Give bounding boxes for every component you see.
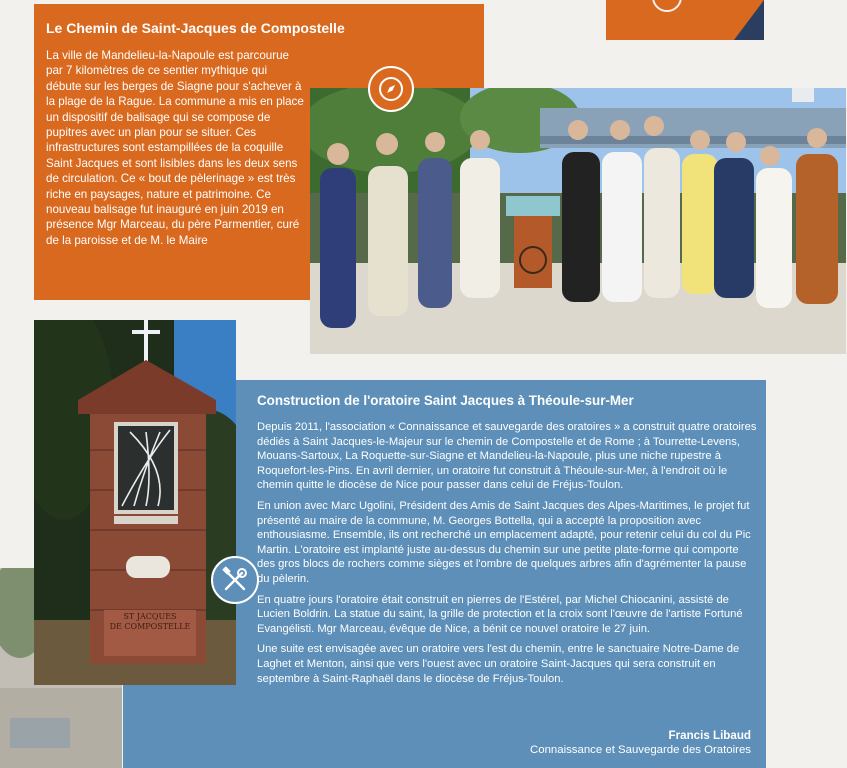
plaque-line1: ST JACQUES <box>123 612 177 621</box>
plaque-text <box>106 612 194 632</box>
oratoire-content <box>257 380 757 692</box>
plaque-line2: DE COMPOSTELLE <box>109 622 191 631</box>
oratoire-paragraph-4: Une suite est envisagée avec un oratoire vers l'est du chemin, entre le sanctuaire Notre-Dame de Laghet et Menton, ainsi que vers l'ouest avec un oratoire Saint-Jacques qui sera construit en septembre à Saint-Raphaël dans le diocèse de Fréjus-Toulon. <box>257 643 740 685</box>
group-photo <box>310 88 846 354</box>
tools-icon <box>221 566 249 594</box>
tools-badge <box>211 556 259 604</box>
group-photo-illustration <box>310 88 846 354</box>
author-organization: Connaissance et Sauvegarde des Oratoires <box>530 744 751 756</box>
oratoire-paragraph-1: Depuis 2011, l'association « Connaissance et sauvegarde des oratoires » a construit quatre oratoires dédiés à Saint Jacques-le-Majeur sur le chemin de Compostelle et de Rome ; à Tourrette-Levens, Mouans-Sartoux, La Roquette-sur-Siagne et Mandelieu-la-Napoule, plus une niche rupestre à Roquefort-les-Pins. En avril dernier, un oratoire fut construit à Théoule-sur-Mer, à l'endroit où le chemin quitte le diocèse de Nice pour passer dans celui de Fréjus-Toulon. <box>257 421 757 492</box>
oratoire-paragraph-2: En union avec Marc Ugolini, Président des Amis de Saint Jacques des Alpes-Maritimes, le projet fut présenté au maire de la commune, M. Georges Bottella, qui a accepté la proposition avec enthousiasme. Ensemble, ils ont recherché un emplacement adapté, pour retenir celui du col du Pic Martin. L'oratoire est implanté juste au-dessus du chemin sur une petite plate-forme qui comporte des gros blocs de rochers comme sièges et l'ombre de quelques arbres afin d'agrémenter la pause du pèlerin. <box>257 499 751 585</box>
corner-tab <box>606 0 764 40</box>
chemin-title: Le Chemin de Saint-Jacques de Compostelle <box>46 20 345 36</box>
oratoire-paragraph-3: En quatre jours l'oratoire était construit en pierres de l'Estérel, par Michel Chiocanini, assisté de Lucien Boldrin. La statue du saint, la grille de protection et la croix sont l'œuvre de l'artiste Fortuné Evangélisti. Mgr Marceau, évêque de Nice, a bénit ce nouvel oratoire le 27 juin. <box>257 593 743 635</box>
chemin-body: La ville de Mandelieu-la-Napoule est parcourue par 7 kilomètres de ce sentier mythique qui débute sur les berges de Siagne pour s'achever à la plage de la Rague. La commune a mis en place un dispositif de balisage qui se compose de pupitres avec un plan pour se situer. Ces infrastructures sont estampillées de la coquille Saint Jacques et sont lisibles dans les deux sens de circulation. Ce « bout de pèlerinage » est très riche en paysages, nature et patrimoine. Ce nouveau balisage fut inauguré en juin 2019 en présence Mgr Marceau, du père Parmentier, curé de la paroisse et de M. le Maire <box>46 49 304 247</box>
oratory-photo <box>34 320 236 685</box>
tab-decoration <box>652 0 682 12</box>
signature <box>530 728 751 758</box>
compass-icon <box>378 76 404 102</box>
compass-badge <box>368 66 414 112</box>
author-name: Francis Libaud <box>668 729 751 742</box>
oratoire-title: Construction de l'oratoire Saint Jacques à Théoule-sur-Mer <box>257 393 634 408</box>
